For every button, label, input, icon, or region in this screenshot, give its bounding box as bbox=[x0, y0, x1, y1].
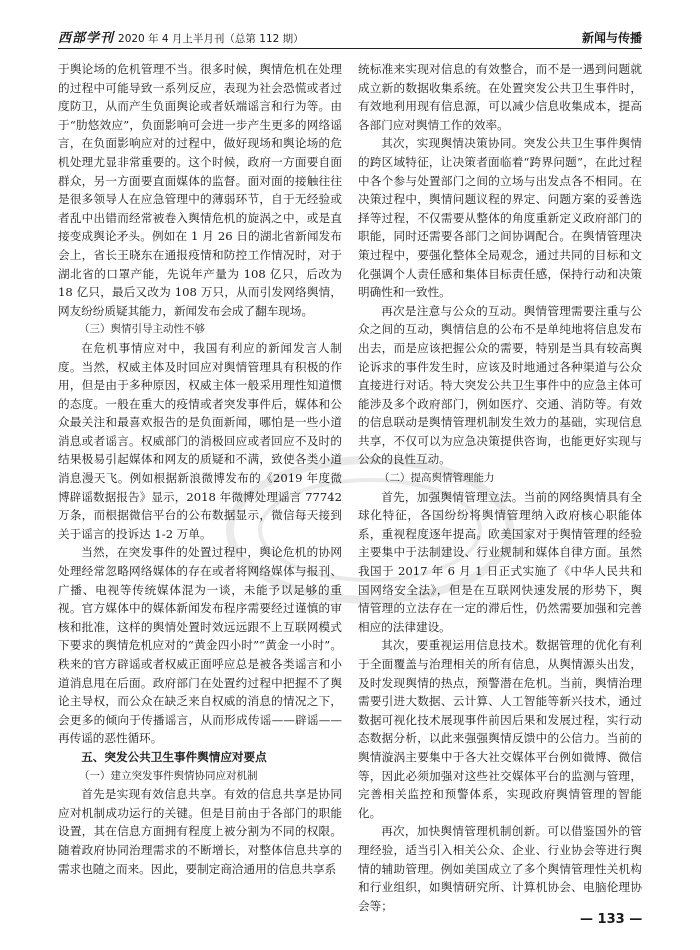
paragraph: 在危机事情应对中，我国有利应的新闻发言人制度。当然，权威主体及时回应对舆情管理具有积极的作用，但是由于多种原因，权威主体一般采用理性知道惯的态度。一般在重大的疫情或者突发事件后，媒体和公众最关注和最喜欢报告的是负面新闻，哪怕是一些小道消息或者谣言。权威部门的消极回应或者回应不及时的结果极易引起媒体和网友的质疑和不满，致使各类小道消息漫天飞。例如根据新浪微博发布的《2019 年度微博辟谣数据报告》显示，2018 年微博处理谣言 77742 万条，而根据微信平台的公布数据显示，微信每天接到关于谣言的投诉达 1-2 万单。 bbox=[58, 340, 342, 541]
left-column bbox=[58, 60, 342, 900]
paragraph: 首先，加强舆情管理立法。当前的网络舆情具有全球化特征，各国纷纷将舆情管理纳入政府核心职能体系，重视程度逐年提高。欧美国家对于舆情管理的经验主要集中于法制建设、行业规制和媒体自律方面。虽然我国于 2017 年 6 月 1 日正式实施了《中华人民共和国网络安全法》，但是在互联网快速发展的形势下，舆情管理的立法存在一定的滞后性，仍然需要加强和完善相应的法律建设。 bbox=[358, 489, 642, 634]
paragraph: 当然，在突发事件的处置过程中，舆论危机的协网处理经常忽略网络媒体的存在或者将网络媒体与报刊、广播、电视等传统媒体混为一谈，未能予以足够的重视。官方媒体中的媒体新闻发布程序需要经过谨慎的审核和批准，这样的舆情处置时效远远跟不上互联网模式下要求的舆情危机应对的“黄金四小时”“黄金一小时”。秩来的官方辟谣或者权威正面呼应总是被各类谣言和小道消息甩在后面。政府部门在处置约过程中把握不了舆论主导权，而公众在缺乏来自权威的消息的情况之下，会更多的倾向于传播谣言，从而形成传谣——辟谣——再传谣的恶性循环。 bbox=[58, 545, 342, 746]
paragraph: 于舆论场的危机管理不当。很多时候，舆情危机在处理的过程中可能导致一系列反应，表现为社会恐慌或者过度防卫，从而产生负面舆论或者妖端谣言和行为等。由于“肋悠效应”，负面影响可会进一步产生更多的网络谣言，在负面影响应对的过程中，做好现场和舆论场的危机处理尤显非常重要的。这个时候，政府一方面要自面群众，另一方面要直面媒体的监督。面对面的接触往往是很多领导人在应急管理中的薄弱环节，自于无经验或者乱中出错而经常被卷入舆情危机的旋涡之中，或是直接变成舆论矛头。例如在 1 月 26 日的湖北省新闻发布会上，省长王晓东在通报疫情和防控工作情况时，对于湖北省的口罩产能，先说年产量为 108 亿只，后改为 18 亿只，最后又改为 108 万只，从而引发网络舆情，网友纷纷质疑其能力，新闻发布会成了翻车现场。 bbox=[58, 62, 342, 318]
paragraph: 统标准来实现对信息的有效整合，而不是一遇到问题就成立新的数据收集系统。在处置突发公共卫生事件时，有效地利用现有信息源，可以减少信息收集成本，提高各部门应对舆情工作的效率。 bbox=[358, 62, 642, 132]
subsection-heading: （三）舆情引导主动性不够 bbox=[79, 323, 205, 336]
paragraph: 再次，加快舆情管理机制创新。可以借鉴国外的管理经验，适当引入相关公众、企业、行业协会等进行舆情的辅助管理。例如美国成立了多个舆情管理性关机构和行业组织，如舆情研究所、计算机协会、电脑伦理协会等； bbox=[358, 824, 642, 913]
header-rule bbox=[58, 48, 642, 49]
page-header bbox=[58, 22, 642, 46]
section-title: 新闻与传播 bbox=[581, 31, 642, 45]
paragraph: 其次，实现舆情决策协同。突发公共卫生事件舆情的跨区域特征，让决策者面临着“跨界问题”，在此过程中各个参与处置部门之间的立场与出发点各不相同。在决策过程中，舆情问题议程的界定、问题方案的妥善选择等过程，不仅需要从整体的角度重新定义政府部门的职能，同时还需要各部门之间协调配合。在舆情管理决策过程中，要强化整体全局观念，通过共同的目标和文化强调个人责任感和集体目标责任感，保持行动和决策明确性和一致性。 bbox=[358, 136, 642, 300]
journal-logo: 西部学刊 bbox=[58, 31, 115, 46]
header-left bbox=[58, 27, 304, 46]
right-column bbox=[358, 60, 642, 913]
section-heading: 五、突发公共卫生事件舆情应对要点 bbox=[81, 749, 267, 764]
paragraph: 首先是实现有效信息共享。有效的信息共享是协同应对机制成功运行的关键。但是目前由于各部门的职能设置，其在信息方面拥有程度上被分割为不同的权限。随着政府协同治理需求的不断增长，对整体信息共享的需求也随之而来。因此，要制定商洽通用的信息共享系 bbox=[58, 787, 342, 876]
subsection-heading: （一）建立突发事件舆情协同应对机制 bbox=[79, 769, 258, 782]
paragraph: 其次，要重视运用信息技术。数据管理的优化有利于全面覆盖与治理相关的所有信息，从舆情源头出发，及时发现舆情的热点，预警潜在危机。当前，舆情治理需要引进大数据、云计算、人工智能等新兴技术，通过数据可视化技术展现事件前因后果和发展过程，实行动态数据分析，以此来强强舆情反馈中的公信力。当前的舆情漩涡主要集中于各大社交媒体平台例如微博、微信等，因此必须加强对这些社交媒体平台的监测与管理，完善相关监控和预警体系，实现政府舆情管理的智能化。 bbox=[358, 638, 642, 820]
issue-info: 2020 年 4 月上半月刊（总第 112 期） bbox=[118, 33, 304, 45]
paragraph: 再次是注意与公众的互动。舆情管理需要注重与公众之间的互动，舆情信息的公布不是单纯地将信息发布出去，而是应该把握公众的需要，特别是当具有较高舆论诉求的事件发生时，应该及时地通过各种渠道与公众直接进行对话。特大突发公共卫生事件中的应急主体可能涉及多个政府部门，例如医疗、交通、消防等。有效的信息联动是舆情管理机制发生效力的基础，实现信息共享，不仅可以为应急决策提供咨询，也能更好实现与公众的良性互动。 bbox=[358, 303, 642, 467]
subsection-heading: （二）提高舆情管理能力 bbox=[379, 472, 495, 485]
page-number: — 133 — bbox=[580, 912, 643, 927]
